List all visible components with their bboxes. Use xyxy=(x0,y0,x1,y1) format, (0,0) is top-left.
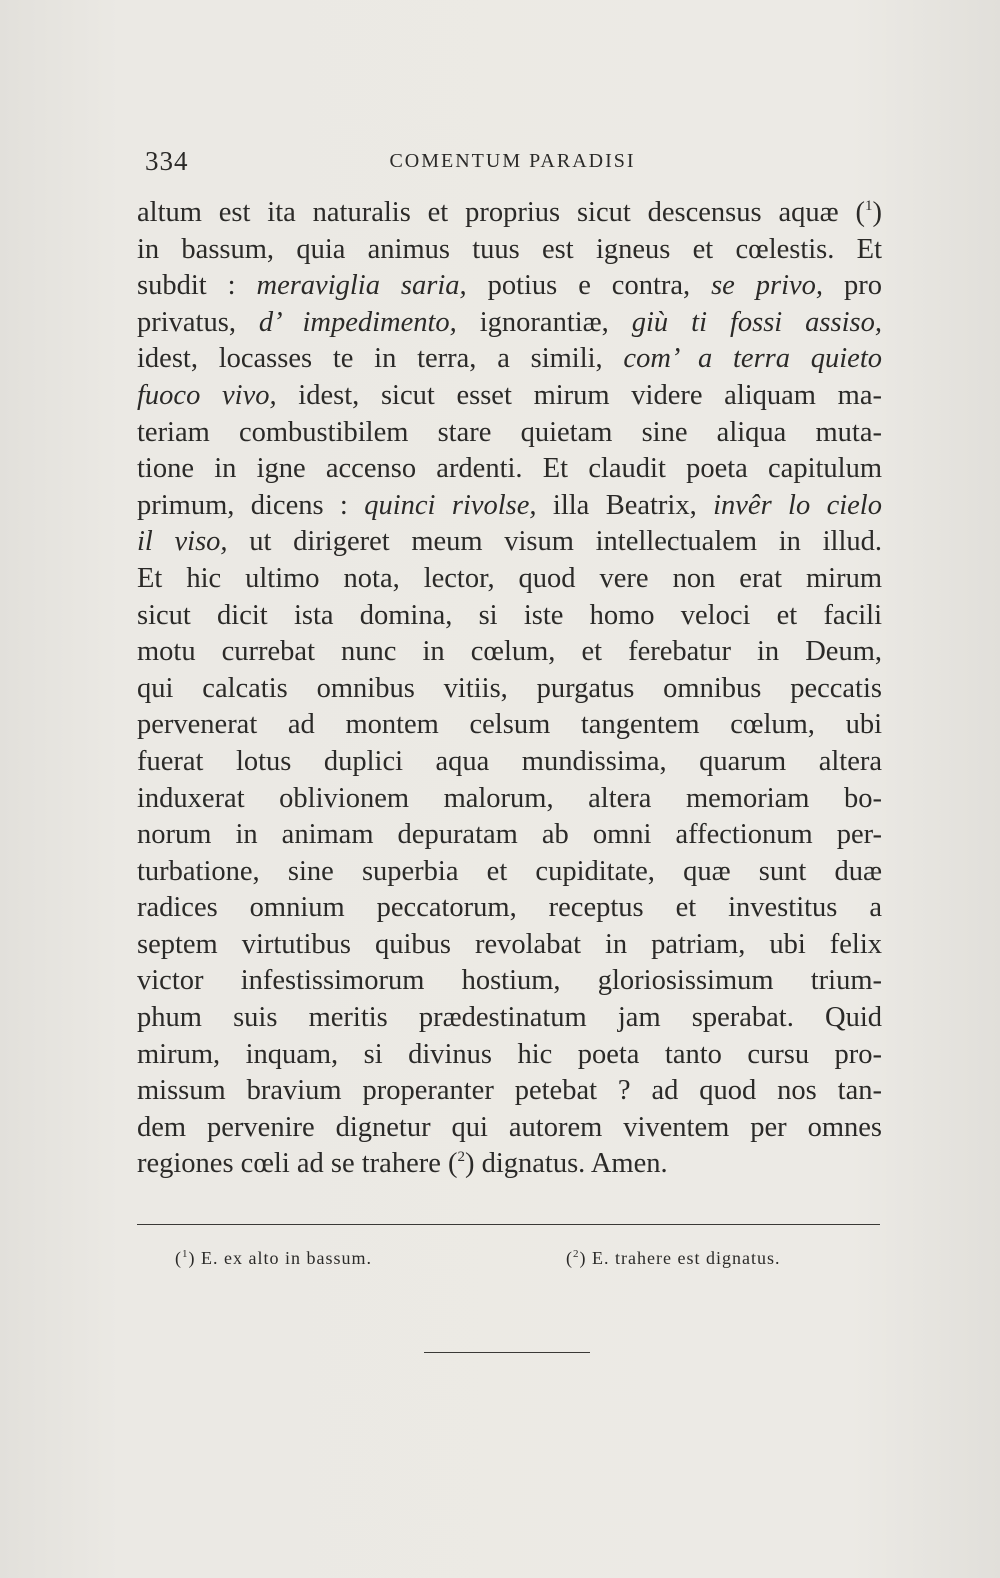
italic-quote: il viso, xyxy=(137,526,228,558)
text-line xyxy=(137,927,882,964)
text-line xyxy=(137,1110,882,1147)
text-run: sicut dicit ista domina, si iste homo veloci et facili xyxy=(137,599,882,631)
italic-quote: com’ a terra quieto xyxy=(623,343,882,375)
text-run: illa Beatrix, xyxy=(536,489,714,521)
text-run: turbatione, sine superbia et cupiditate, quæ sunt duæ xyxy=(137,855,882,887)
text-run: motu currebat nunc in cœlum, et ferebatur in Deum, xyxy=(137,636,882,668)
text-line xyxy=(137,378,882,415)
text-line xyxy=(137,195,882,232)
text-line xyxy=(137,598,882,635)
text-run: dem pervenire dignetur qui autorem viventem per omnes xyxy=(137,1111,882,1143)
text-line xyxy=(137,488,882,525)
text-run: pro xyxy=(823,270,882,302)
italic-quote: meraviglia saria, xyxy=(256,270,467,302)
footnote-marker: 2 xyxy=(573,1248,580,1260)
text-line xyxy=(137,707,882,744)
text-run: fuerat lotus duplici aqua mundissima, quarum altera xyxy=(137,745,882,777)
page-number: 334 xyxy=(145,146,189,176)
text-run: subdit : xyxy=(137,270,257,302)
text-line xyxy=(137,561,882,598)
body-text xyxy=(137,195,882,1183)
text-run: altum est ita naturalis et proprius sicut descensus aquæ ( xyxy=(137,197,865,228)
text-run: privatus, xyxy=(137,306,259,338)
text-run: phum suis meritis prædestinatum jam sperabat. Quid xyxy=(137,1002,882,1034)
text-line xyxy=(137,854,882,891)
text-line xyxy=(137,524,882,561)
text-run: regiones cœli ad se trahere ( xyxy=(137,1148,458,1180)
text-line xyxy=(137,305,882,342)
text-run: qui calcatis omnibus vitiis, purgatus omnibus peccatis xyxy=(137,672,882,704)
italic-quote: invêr lo cielo xyxy=(713,489,882,521)
text-run: radices omnium peccatorum, receptus et investitus a xyxy=(137,892,882,924)
footnote-1: ($^1$) E. ex alto in bassum. xyxy=(175,1248,372,1268)
footnote-reference: 1 xyxy=(865,198,873,214)
text-line xyxy=(137,341,882,378)
text-run: ) dignatus. Amen. xyxy=(464,1148,668,1180)
italic-quote: se privo, xyxy=(711,270,824,302)
text-run: ) xyxy=(872,197,882,228)
text-line xyxy=(137,890,882,927)
text-run: tione in igne accenso ardenti. Et claudit poeta capitulum xyxy=(137,453,882,485)
text-line xyxy=(137,671,882,708)
footnote-text: E. trahere est dignatus. xyxy=(586,1248,781,1268)
text-line xyxy=(137,744,882,781)
text-line xyxy=(137,1000,882,1037)
text-run: septem virtutibus quibus revolabat in patriam, ubi felix xyxy=(137,928,882,960)
text-run: victor infestissimorum hostium, gloriosissimum trium- xyxy=(137,965,882,997)
text-run: ignorantiæ, xyxy=(456,306,632,338)
italic-quote: giù ti fossi assiso, xyxy=(631,306,882,338)
text-run: in bassum, quia animus tuus est igneus et cœlestis. Et xyxy=(137,233,882,265)
text-line xyxy=(137,232,882,269)
italic-quote: quinci rivolse, xyxy=(364,489,537,521)
text-line xyxy=(137,1073,882,1110)
text-line xyxy=(137,415,882,452)
italic-quote: d’ impedimento, xyxy=(258,306,457,338)
footnote-reference: 2 xyxy=(457,1149,465,1166)
text-line xyxy=(137,268,882,305)
text-line xyxy=(137,1037,882,1074)
text-line xyxy=(137,963,882,1000)
footnote-text: E. ex alto in bassum. xyxy=(195,1248,372,1268)
text-line xyxy=(137,634,882,671)
text-run: induxerat oblivionem malorum, altera memoriam bo- xyxy=(137,782,882,814)
footnote-rule xyxy=(137,1224,880,1225)
text-run: missum bravium properanter petebat ? ad quod nos tan- xyxy=(137,1075,882,1107)
text-line xyxy=(137,817,882,854)
italic-quote: fuoco vivo, xyxy=(137,379,277,411)
text-run: idest, sicut esset mirum videre aliquam ma- xyxy=(276,379,882,411)
text-run: ut dirigeret meum visum intellectualem in illud. xyxy=(227,526,882,558)
text-run: norum in animam depuratam ab omni affectionum per- xyxy=(137,819,882,851)
text-run: teriam combustibilem stare quietam sine aliqua muta- xyxy=(137,416,882,448)
footnote-2: ($^2$) E. trahere est dignatus. xyxy=(566,1248,781,1268)
page-header xyxy=(145,146,880,180)
text-run: Et hic ultimo nota, lector, quod vere non erat mirum xyxy=(137,562,882,594)
text-run: pervenerat ad montem celsum tangentem cœlum, ubi xyxy=(137,709,882,741)
text-line xyxy=(137,1146,882,1183)
text-run: idest, locasses te in terra, a simili, xyxy=(137,343,624,375)
text-line xyxy=(137,451,882,488)
end-rule xyxy=(424,1352,590,1353)
text-run: mirum, inquam, si divinus hic poeta tanto cursu pro- xyxy=(137,1038,882,1070)
running-title: COMENTUM PARADISI xyxy=(389,150,636,172)
footnote-marker: 1 xyxy=(182,1248,189,1260)
text-run: primum, dicens : xyxy=(137,489,365,521)
text-run: potius e contra, xyxy=(466,270,712,302)
text-line xyxy=(137,781,882,818)
